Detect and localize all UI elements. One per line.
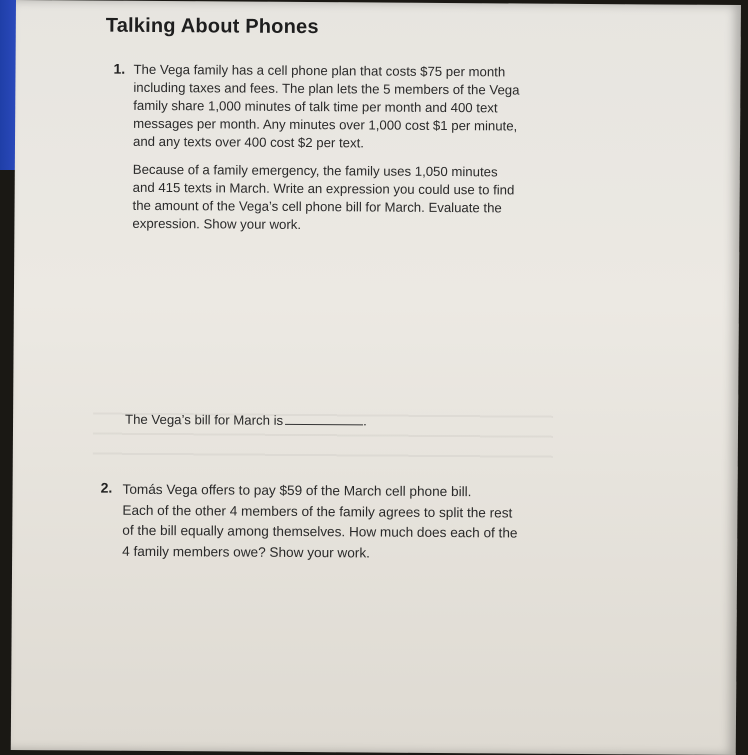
q1-p2-line: Because of a family emergency, the family uses 1,050 minutes [132,161,498,180]
q2-line: Tomás Vega offers to pay $59 of the March cell phone bill. [122,481,472,500]
q2-line: Each of the other 4 members of the family agrees to split the rest [122,502,513,520]
answer-prompt: The Vega’s bill for March is [125,411,284,428]
question-2-text [122,480,518,565]
worksheet-page [11,0,741,755]
question-1-paragraph-1 [133,61,520,154]
q1-p2-line: the amount of the Vega’s cell phone bill for March. Evaluate the [132,197,502,216]
q1-p1-line: The Vega family has a cell phone plan that costs $75 per month [133,61,506,80]
question-1-answer-line [125,411,367,431]
answer-period: . [363,413,367,429]
q1-p1-line: and any texts over 400 cost $2 per text. [132,133,364,151]
q1-p1-line: family share 1,000 minutes of talk time per month and 400 text [133,97,498,116]
q2-line: of the bill equally among themselves. How much does each of the [122,522,518,541]
q1-p2-line: expression. Show your work. [132,215,302,232]
q1-p1-line: messages per month. Any minutes over 1,000 cost $1 per minute, [133,115,518,134]
q2-line: 4 family members owe? Show your work. [122,543,371,560]
q1-p1-line: including taxes and fees. The plan lets the 5 members of the Vega [133,79,520,98]
q1-p2-line: and 415 texts in March. Write an expression you could use to find [132,179,515,198]
answer-blank[interactable] [285,412,363,426]
page-title: Talking About Phones [105,14,319,39]
question-1-number: 1. [113,60,126,77]
question-1-paragraph-2 [132,161,514,236]
question-2-number: 2. [100,479,113,496]
